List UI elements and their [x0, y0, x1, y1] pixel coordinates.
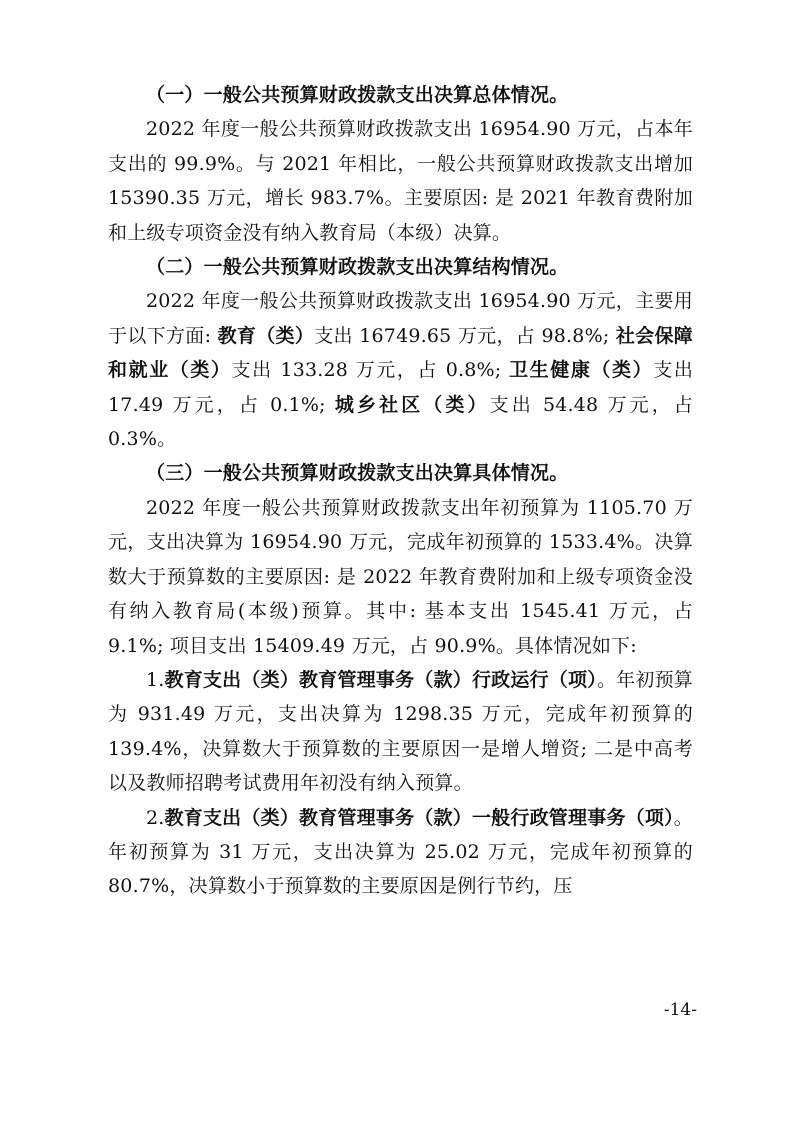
section-1-paragraph: 2022 年度一般公共预算财政拨款支出 16954.90 万元，占本年支出的 99.9%。与 2021 年相比，一般公共预算财政拨款支出增加 15390.35 万元，增长 983.7%。主要原因: 是 2021 年教育费附加和上级专项资金没有纳入教育局（本级）决算。: [108, 118, 693, 244]
item-2-text: 。年初预算为 31 万元，支出决算为 25.02 万元，完成年初预算的 80.7%，决算数小于预算数的主要原因是例行节约，压: [108, 806, 693, 898]
item-2-paragraph: [108, 801, 693, 904]
page-number: -14-: [663, 1000, 697, 1020]
item-1-text: 。年初预算为 931.49 万元，支出决算为 1298.35 万元，完成年初预算的 139.4%，决算数大于预算数的主要原因一是增人增资; 二是中高考以及教师招聘考试费用年初没有纳入预算。: [108, 668, 693, 795]
section-3-paragraph: 2022 年度一般公共预算财政拨款支出年初预算为 1105.70 万元，支出决算为 16954.90 万元，完成年初预算的 1533.4%。决算数大于预算数的主要原因: 是 2022 年教育费附加和上级专项资金没有纳入教育局(本级)预算。其中: 基本支出 1545.41 万元，占 9.1%; 项目支出 15409.49 万元，占 90.9%。具体情况如下:: [108, 496, 693, 657]
item-1-paragraph: [108, 663, 693, 801]
section-3-heading: （三）一般公共预算财政拨款支出决算具体情况。: [146, 462, 569, 485]
section-2-paragraph: [108, 284, 693, 456]
section-2-heading: （二）一般公共预算财政拨款支出决算结构情况。: [146, 256, 569, 279]
category-health-text: 支出 17.49 万元，占 0.1%;: [108, 359, 694, 416]
item-2-prefix: 2.: [146, 806, 165, 829]
category-education-text: 支出 16749.65 万元，占 98.8%;: [314, 324, 616, 347]
category-health: 卫生健康（类）: [509, 359, 654, 382]
category-social-security-text: 支出 133.28 万元，占 0.8%;: [231, 359, 510, 382]
item-2-title: 教育支出（类）教育管理事务（款）一般行政管理事务（项）: [164, 806, 674, 829]
category-urban-rural-text: 支出 54.48 万元，占 0.3%。: [108, 393, 693, 451]
section-2-intro: 2022 年度一般公共预算财政拨款支出 16954.90 万元，主要用于以下方面:: [108, 290, 693, 347]
item-1-title: 教育支出（类）教育管理事务（款）行政运行（项）: [164, 668, 597, 691]
category-education: 教育（类）: [217, 324, 315, 347]
document-body: [108, 78, 693, 904]
category-urban-rural: 城乡社区（类）: [334, 393, 490, 416]
item-1-prefix: 1.: [146, 668, 165, 691]
section-1-heading: （一）一般公共预算财政拨款支出决算总体情况。: [146, 84, 569, 106]
category-social-security: 社会保障和就业（类）: [108, 324, 693, 382]
